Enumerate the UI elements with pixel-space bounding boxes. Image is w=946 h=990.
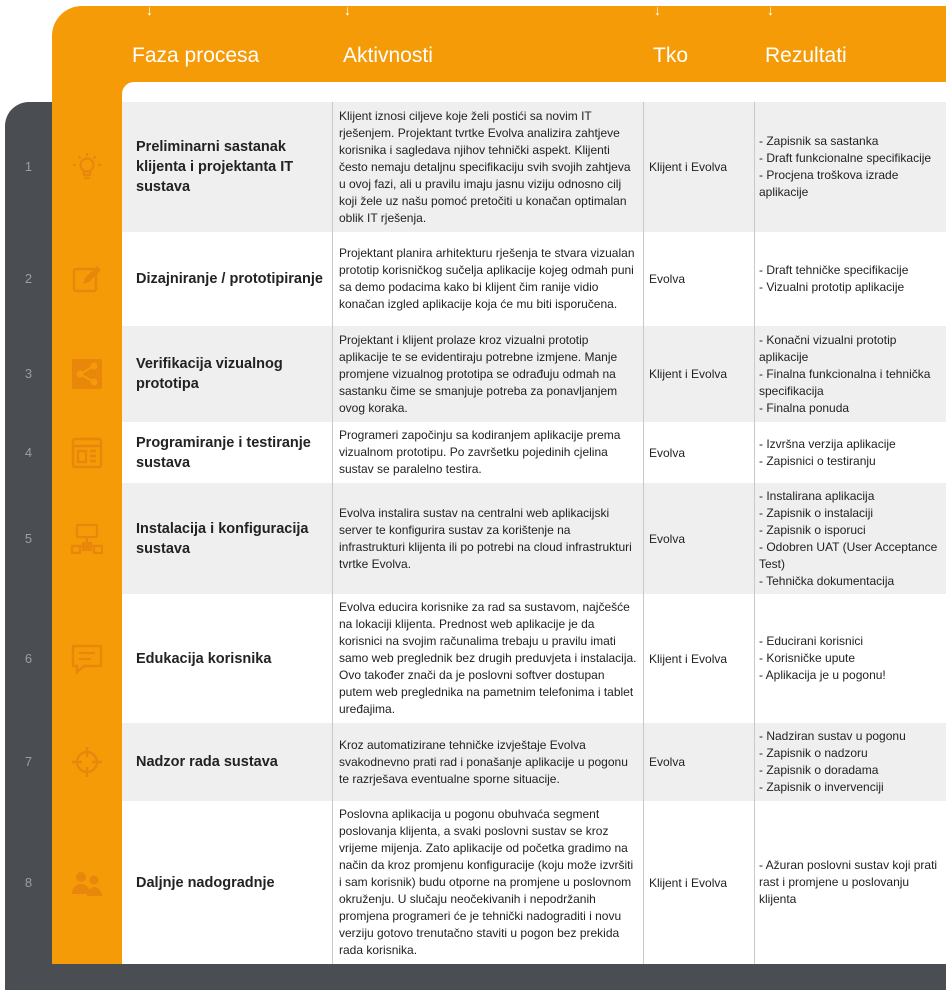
- phase-cell: Instalacija i konfiguracija sustava: [136, 520, 309, 557]
- results-list: [759, 633, 886, 684]
- results-cell: [755, 594, 944, 723]
- activities-cell: Poslovna aplikacija u pogonu obuhvaća segment poslovanja klijenta, a svaki poslovni sustav se kroz vrijeme mijenja. Zato aplikacije od početka gradimo na način da kroz promjenu konfiguracije (koju može izvršiti i sam korisnik) budu otporne na promjene u poslovnom okruženju. U slučaju neočekivanih i nepodržanih promjena programeri će je tehnički nadograditi i novu verziju gotovo trenutačno staviti u pogon bez prekida rada korisnika.: [339, 807, 634, 957]
- phase-cell: Daljnje nadogradnje: [136, 874, 275, 891]
- results-list: [759, 728, 906, 796]
- results-list: [759, 488, 944, 590]
- results-cell: [755, 326, 944, 422]
- column-divider: [643, 232, 644, 326]
- result-item: - Konačni vizualni prototip aplikacije: [759, 332, 897, 364]
- results-list: [759, 332, 944, 417]
- result-item: - Odobren UAT (User Acceptance Test): [759, 539, 938, 571]
- step-number: 4: [24, 444, 33, 460]
- phase-cell: Nadzor rada sustava: [136, 754, 278, 770]
- network-icon: [70, 522, 104, 556]
- column-divider: [332, 801, 333, 964]
- results-cell: [755, 102, 944, 232]
- column-divider: [754, 102, 755, 232]
- column-divider: [332, 102, 333, 232]
- activities-cell: Klijent iznosi ciljeve koje želi postići sa novim IT rješenjem. Projektant tvrtke Evolva analizira zahtjeve korisnika i sagledava njihov tehnički aspekt. Klijenti često nemaju detaljnu specifikaciju svih svojih zahtjeva u ovoj fazi, ali u pravilu imaju jasnu viziju odnosno cilj koji žele uz našu pomoć pretočiti u konačan optimalan oblik IT rješenja.: [339, 108, 631, 225]
- results-list: [759, 436, 896, 470]
- result-item: - Educirani korisnici: [759, 634, 864, 648]
- column-divider: [332, 723, 333, 801]
- column-divider: [754, 801, 755, 964]
- header-activities: Aktivnosti: [343, 44, 433, 67]
- results-list: [759, 262, 908, 296]
- who-cell: Evolva: [649, 445, 686, 460]
- column-divider: [643, 801, 644, 964]
- step-number: 5: [24, 530, 33, 546]
- result-item: - Instalirana aplikacija: [759, 488, 875, 503]
- who-cell: Klijent i Evolva: [649, 367, 728, 381]
- result-item: - Ažuran poslovni sustav koji prati rast i promjene u poslovanju klijenta: [759, 858, 938, 906]
- results-list: [759, 857, 944, 908]
- table-top-strip: [122, 82, 946, 102]
- edit-icon: [70, 262, 104, 296]
- column-divider: [332, 422, 333, 483]
- column-divider: [643, 422, 644, 483]
- column-divider: [332, 232, 333, 326]
- step-number: 8: [24, 874, 33, 890]
- result-item: - Procjena troškova izrade aplikacije: [759, 168, 899, 199]
- column-divider: [643, 723, 644, 801]
- results-cell: [755, 422, 944, 483]
- result-item: - Zapisnik o isporuci: [759, 522, 866, 537]
- activities-cell: Programeri započinju sa kodiranjem aplikacije prema vizualnom prototipu. Po završetku pojedinih cjelina sustav se paralelno testira.: [339, 428, 621, 476]
- activities-cell: Projektant planira arhitekturu rješenja te stvara vizualan prototip korisničkog sučelja aplikacije kojeg odmah puni sa demo podacima kako bi klijent čim ranije vidio konačan izgled aplikacije koja će mu biti isporučena.: [339, 246, 635, 311]
- result-item: - Izvršna verzija aplikacije: [759, 436, 896, 451]
- result-item: - Tehnička dokumentacija: [759, 573, 895, 588]
- result-item: - Draft funkcionalne specifikacije: [759, 151, 932, 165]
- results-cell: [755, 232, 944, 326]
- column-divider: [332, 326, 333, 422]
- column-divider: [643, 483, 644, 594]
- column-divider: [332, 483, 333, 594]
- phase-cell: Verifikacija vizualnog prototipa: [136, 356, 283, 392]
- header-results: Rezultati: [765, 44, 847, 67]
- step-number: 7: [24, 754, 33, 769]
- column-divider: [754, 326, 755, 422]
- activities-cell: Kroz automatizirane tehničke izvještaje Evolva svakodnevno prati rad i ponašanje aplikacije u pogonu te razrješava eventualne sporne situacije.: [339, 737, 628, 786]
- result-item: - Nadziran sustav u pogonu: [759, 729, 906, 743]
- result-item: - Zapisnik sa sastanka: [759, 134, 879, 148]
- step-number: 2: [24, 271, 33, 286]
- result-item: - Finalna ponuda: [759, 400, 850, 415]
- column-divider: [332, 594, 333, 723]
- layout-icon: [70, 436, 104, 470]
- down-arrow-icon: ↓: [654, 2, 661, 18]
- results-list: [759, 133, 944, 201]
- who-cell: Klijent i Evolva: [649, 651, 728, 666]
- down-arrow-icon: ↓: [344, 2, 351, 18]
- down-arrow-icon: ↓: [767, 2, 774, 18]
- column-divider: [754, 483, 755, 594]
- column-divider: [643, 102, 644, 232]
- who-cell: Evolva: [649, 755, 686, 769]
- column-divider: [754, 232, 755, 326]
- header-phase: Faza procesa: [132, 44, 260, 67]
- who-cell: Klijent i Evolva: [649, 160, 728, 174]
- chat-icon: [70, 642, 104, 676]
- result-item: - Finalna funkcionalna i tehnička specifikacija: [759, 366, 931, 398]
- phase-cell: Programiranje i testiranje sustava: [136, 434, 311, 471]
- users-icon: [70, 866, 104, 900]
- step-number: 3: [24, 366, 33, 381]
- activities-cell: Projektant i klijent prolaze kroz vizualni prototip aplikacije te se evidentiraju potrebne izmjene. Manje promjene vizualnog prototipa se odrađuju odmah na sastanku čime se smanjuje potreba za ponavljanjem ovog koraka.: [339, 332, 618, 415]
- lightbulb-icon: [70, 150, 104, 184]
- result-item: - Draft tehničke specifikacije: [759, 263, 909, 277]
- result-item: - Korisničke upute: [759, 651, 856, 665]
- activities-cell: Evolva educira korisnike za rad sa sustavom, najčešće na lokaciji klijenta. Prednost web aplikacije je da korisnici na svojim računalima trebaju u pravilu imati samo web preglednik bez drugih preduvjeta i instalacija. Ovo također znači da je poslovni softver dostupan putem web preglednika na pametnim telefonima i tablet uređajima.: [339, 600, 637, 716]
- who-cell: Evolva: [649, 272, 686, 286]
- result-item: - Zapisnik o nadzoru: [759, 746, 868, 760]
- column-divider: [643, 326, 644, 422]
- phase-cell: Dizajniranje / prototipiranje: [136, 271, 323, 287]
- column-divider: [754, 422, 755, 483]
- results-cell: [755, 483, 944, 594]
- down-arrow-icon: ↓: [146, 2, 153, 18]
- column-divider: [754, 594, 755, 723]
- result-item: - Vizualni prototip aplikacije: [759, 280, 905, 294]
- result-item: - Zapisnici o testiranju: [759, 453, 876, 468]
- phase-cell: Preliminarni sastanak klijenta i projektanta IT sustava: [136, 139, 294, 195]
- crosshair-icon: [70, 745, 104, 779]
- result-item: - Zapisnik o doradama: [759, 763, 879, 777]
- share-icon: [70, 357, 104, 391]
- step-number: 6: [24, 650, 33, 666]
- phase-cell: Edukacija korisnika: [136, 650, 272, 667]
- header-who: Tko: [653, 44, 689, 67]
- column-divider: [754, 723, 755, 801]
- who-cell: Evolva: [649, 531, 686, 546]
- activities-cell: Evolva instalira sustav na centralni web aplikacijski server te konfigurira sustav za korištenje na infrastrukturi klijenta ili po potrebi na cloud infrastrukturi tvrtke Evolva.: [339, 505, 632, 571]
- result-item: - Zapisnik o instalaciji: [759, 505, 874, 520]
- results-cell: [755, 801, 944, 964]
- who-cell: Klijent i Evolva: [649, 875, 728, 890]
- column-divider: [643, 594, 644, 723]
- results-cell: [755, 723, 944, 801]
- result-item: - Zapisnik o invervenciji: [759, 780, 884, 794]
- step-number: 1: [24, 159, 33, 174]
- result-item: - Aplikacija je u pogonu!: [759, 668, 886, 682]
